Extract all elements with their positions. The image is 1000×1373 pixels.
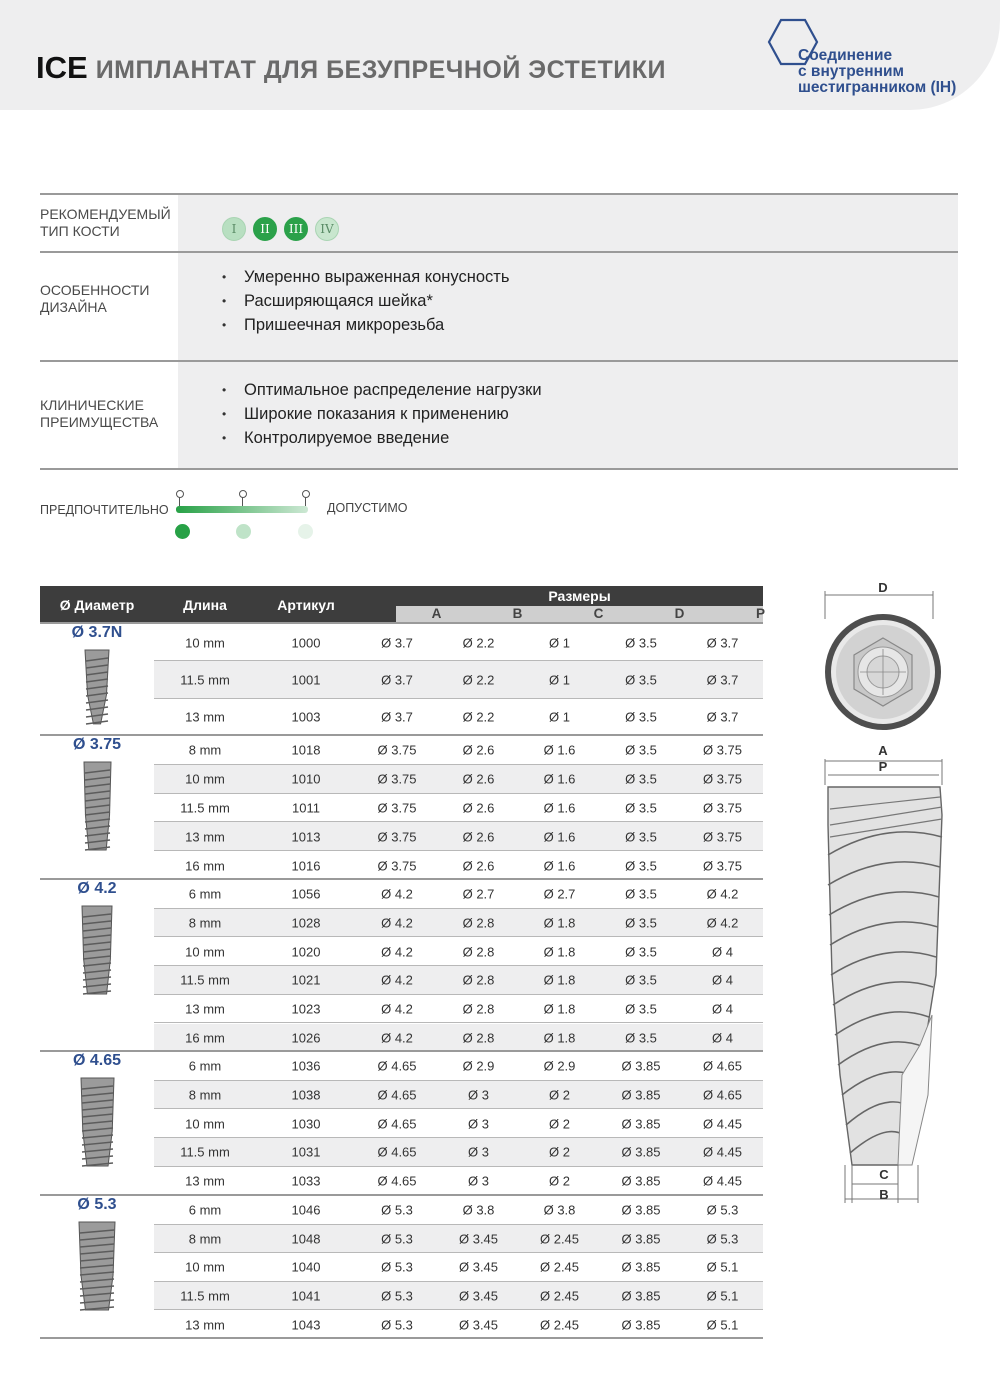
table-cell: Ø 4 — [712, 1030, 733, 1046]
header-article: Артикул — [277, 597, 335, 613]
table-cell: Ø 3.7 — [381, 672, 413, 688]
bone-type-content — [178, 195, 958, 251]
bone-type-badge: III — [284, 217, 308, 241]
table-cell: Ø 3.5 — [625, 972, 657, 988]
table-cell: 1016 — [291, 858, 321, 874]
table-row — [154, 661, 763, 698]
table-cell: Ø 2.45 — [539, 1317, 580, 1333]
table-cell: Ø 2.7 — [543, 886, 576, 902]
table-cell: 1021 — [291, 972, 321, 988]
table-row — [154, 966, 763, 995]
table-cell: Ø 3.85 — [621, 1317, 661, 1333]
table-cell: Ø 4.2 — [381, 944, 413, 960]
table-cell: Ø 2 — [549, 1116, 570, 1132]
table-row — [154, 995, 763, 1024]
table-cell: 1011 — [292, 800, 320, 816]
table-cell: Ø 3.75 — [377, 858, 417, 874]
table-cell: Ø 1 — [549, 709, 570, 725]
table-cell: 1023 — [291, 1001, 321, 1017]
table-cell: Ø 3.7 — [706, 672, 739, 688]
table-cell: Ø 5.3 — [381, 1288, 413, 1304]
implant-icon — [79, 1076, 116, 1168]
table-cell: 13 mm — [185, 1173, 225, 1189]
table-cell: Ø 5.3 — [706, 1231, 739, 1247]
table-cell: Ø 2.2 — [462, 709, 495, 725]
table-cell: Ø 3.5 — [625, 886, 657, 902]
table-cell: 13 mm — [185, 1317, 225, 1333]
table-cell: Ø 1.6 — [543, 858, 576, 874]
table-cell: Ø 3.75 — [702, 771, 743, 787]
bone-type-circles — [222, 217, 339, 241]
design-row — [40, 251, 958, 360]
legend-dot — [175, 524, 190, 539]
design-content — [178, 253, 958, 360]
table-cell: 1030 — [291, 1116, 321, 1132]
table-cell: Ø 5.1 — [706, 1317, 739, 1333]
table-cell: Ø 2.9 — [543, 1058, 576, 1074]
table-bottom-line — [40, 1337, 763, 1339]
table-cell: 1036 — [291, 1058, 321, 1074]
table-cell: Ø 1.6 — [543, 829, 576, 845]
diameter-group-label: Ø 4.2 — [77, 880, 117, 897]
info-table — [40, 193, 958, 470]
table-cell: Ø 2 — [549, 1173, 570, 1189]
table-cell: Ø 2.8 — [462, 972, 495, 988]
clinical-content — [178, 362, 958, 468]
clinical-item: • Оптимальное распределение нагрузки — [222, 378, 542, 402]
diameter-group-label: Ø 3.75 — [72, 736, 122, 753]
table-cell: 11.5 mm — [180, 672, 230, 688]
table-row — [154, 624, 763, 661]
table-cell: Ø 1 — [549, 672, 570, 688]
table-cell: Ø 1.8 — [543, 1030, 576, 1046]
table-cell: Ø 4 — [712, 944, 733, 960]
table-cell: Ø 3.45 — [458, 1259, 499, 1275]
header-col-b: B — [512, 606, 523, 621]
page-title — [36, 50, 666, 86]
bone-type-badge: II — [253, 217, 277, 241]
table-cell: Ø 2.8 — [462, 1001, 495, 1017]
implant-top-view — [825, 591, 941, 730]
page-subtitle: ИМПЛАНТАТ ДЛЯ БЕЗУПРЕЧНОЙ ЭСТЕТИКИ — [95, 56, 666, 84]
table-row — [154, 1081, 763, 1110]
table-cell: Ø 3 — [468, 1173, 489, 1189]
bone-type-label — [40, 206, 178, 240]
table-cell: Ø 1.6 — [543, 742, 576, 758]
clinical-label-line: ПРЕИМУЩЕСТВА — [40, 414, 159, 430]
clinical-list — [222, 378, 542, 450]
table-cell: 11.5 mm — [180, 972, 230, 988]
table-cell: Ø 3.75 — [377, 829, 417, 845]
table-cell: 1038 — [291, 1087, 321, 1103]
header-sizes: Размеры — [548, 588, 611, 604]
diagram-label-p: P — [878, 759, 888, 774]
table-cell: Ø 4.2 — [706, 886, 739, 902]
table-cell: 10 mm — [185, 635, 225, 651]
table-cell: Ø 4.2 — [381, 886, 413, 902]
header-col-d: D — [674, 606, 685, 621]
table-cell: 1048 — [291, 1231, 321, 1247]
design-label — [40, 282, 178, 316]
table-cell: Ø 4.2 — [381, 1001, 413, 1017]
table-cell: Ø 3.5 — [625, 771, 657, 787]
table-cell: 10 mm — [185, 1116, 225, 1132]
sizes-subheader — [396, 606, 763, 622]
table-cell: Ø 3.75 — [377, 771, 417, 787]
header-col-a: A — [431, 606, 442, 621]
table-cell: 1033 — [291, 1173, 321, 1189]
table-cell: Ø 3.7 — [706, 635, 739, 651]
legend-pin-icon — [239, 490, 247, 506]
table-cell: 11.5 mm — [180, 800, 230, 816]
table-cell: Ø 4 — [712, 972, 733, 988]
table-row — [154, 851, 763, 880]
brand-name: ICE — [36, 50, 88, 85]
table-cell: 6 mm — [188, 1202, 222, 1218]
design-item: • Расширяющаяся шейка* — [222, 289, 509, 313]
implant-icon — [77, 1220, 117, 1312]
table-cell: 1041 — [291, 1288, 321, 1304]
diameter-group-label: Ø 4.65 — [72, 1052, 122, 1069]
table-cell: 1026 — [291, 1030, 321, 1046]
table-cell: Ø 3.5 — [625, 672, 657, 688]
design-item: • Умеренно выраженная конусность — [222, 265, 509, 289]
table-cell: 6 mm — [188, 1058, 222, 1074]
table-cell: Ø 3.45 — [458, 1288, 499, 1304]
table-cell: Ø 4.2 — [381, 915, 413, 931]
legend-gradient-bar — [176, 506, 308, 513]
table-row — [154, 937, 763, 966]
table-cell: 6 mm — [188, 886, 222, 902]
table-cell: 1003 — [291, 709, 321, 725]
table-cell: 1020 — [291, 944, 321, 960]
table-cell: Ø 3.75 — [702, 829, 743, 845]
table-cell: Ø 3.5 — [625, 1030, 657, 1046]
table-cell: Ø 2.6 — [462, 771, 495, 787]
table-cell: Ø 5.1 — [706, 1288, 739, 1304]
table-cell: 10 mm — [185, 1259, 225, 1275]
diagram-label-c: C — [879, 1167, 889, 1182]
table-cell: 16 mm — [185, 1030, 225, 1046]
table-cell: Ø 3.45 — [458, 1317, 499, 1333]
implant-diagram — [800, 575, 980, 1215]
table-cell: Ø 2 — [549, 1087, 570, 1103]
table-cell: Ø 2.7 — [462, 886, 495, 902]
table-cell: Ø 4.45 — [702, 1173, 743, 1189]
table-cell: Ø 3 — [468, 1087, 489, 1103]
diagram-label-d: D — [878, 580, 888, 595]
table-cell: Ø 4 — [712, 1001, 733, 1017]
bone-type-label-line: ТИП КОСТИ — [40, 223, 120, 239]
diameter-group-label: Ø 5.3 — [77, 1196, 117, 1213]
table-cell: Ø 1 — [549, 635, 570, 651]
table-cell: Ø 4.65 — [702, 1058, 743, 1074]
table-cell: 1000 — [291, 635, 321, 651]
connection-type — [798, 48, 956, 96]
table-cell: 10 mm — [185, 771, 225, 787]
table-cell: 8 mm — [188, 915, 222, 931]
table-cell: Ø 4.2 — [381, 972, 413, 988]
table-cell: 13 mm — [185, 829, 225, 845]
table-cell: Ø 3.85 — [621, 1144, 661, 1160]
table-cell: Ø 3.85 — [621, 1116, 661, 1132]
table-cell: 1001 — [291, 672, 321, 688]
table-cell: Ø 4.2 — [381, 1030, 413, 1046]
table-cell: 1040 — [291, 1259, 321, 1275]
design-item: • Пришеечная микрорезьба — [222, 313, 509, 337]
table-cell: Ø 3.7 — [381, 635, 413, 651]
table-cell: 8 mm — [188, 742, 222, 758]
table-cell: Ø 2 — [549, 1144, 570, 1160]
table-row — [154, 699, 763, 736]
table-cell: Ø 3.75 — [377, 742, 417, 758]
table-cell: Ø 3 — [468, 1144, 489, 1160]
table-cell: Ø 3.8 — [462, 1202, 495, 1218]
table-cell: Ø 2.45 — [539, 1231, 580, 1247]
table-cell: Ø 2.2 — [462, 635, 495, 651]
table-cell: 1056 — [291, 886, 321, 902]
table-cell: Ø 4.45 — [702, 1144, 743, 1160]
table-cell: Ø 1.8 — [543, 915, 576, 931]
table-cell: 11.5 mm — [180, 1288, 230, 1304]
table-row — [154, 1196, 763, 1225]
table-cell: Ø 3.5 — [625, 742, 657, 758]
table-cell: Ø 4.2 — [706, 915, 739, 931]
table-row — [154, 1282, 763, 1311]
table-cell: Ø 3.5 — [625, 800, 657, 816]
table-cell: 1043 — [291, 1317, 321, 1333]
table-row — [154, 765, 763, 794]
table-cell: 10 mm — [185, 944, 225, 960]
table-cell: Ø 3.75 — [702, 858, 743, 874]
connection-line-1: Соединение — [798, 47, 893, 64]
table-cell: Ø 4.65 — [377, 1058, 417, 1074]
header-col-c: C — [593, 606, 604, 621]
table-cell: Ø 4.65 — [377, 1116, 417, 1132]
table-cell: 1010 — [291, 771, 321, 787]
table-cell: Ø 3.85 — [621, 1202, 661, 1218]
table-cell: Ø 5.3 — [381, 1317, 413, 1333]
clinical-label-line: КЛИНИЧЕСКИЕ — [40, 397, 144, 413]
legend-dot — [298, 524, 313, 539]
table-cell: Ø 3.5 — [625, 635, 657, 651]
table-cell: Ø 3.5 — [625, 858, 657, 874]
table-cell: Ø 1.6 — [543, 800, 576, 816]
table-cell: Ø 2.6 — [462, 858, 495, 874]
table-cell: Ø 3.85 — [621, 1058, 661, 1074]
table-cell: 1031 — [291, 1144, 321, 1160]
table-cell: Ø 3.85 — [621, 1259, 661, 1275]
clinical-label — [40, 397, 178, 431]
table-cell: Ø 2.45 — [539, 1259, 580, 1275]
table-row — [154, 909, 763, 938]
legend-acceptable-label: ДОПУСТИМО — [327, 501, 408, 515]
table-row — [154, 1310, 763, 1339]
table-cell: 13 mm — [185, 709, 225, 725]
table-cell: Ø 1.8 — [543, 1001, 576, 1017]
clinical-row — [40, 360, 958, 470]
table-cell: Ø 2.8 — [462, 915, 495, 931]
table-cell: Ø 3.7 — [706, 709, 739, 725]
table-cell: Ø 2.8 — [462, 944, 495, 960]
table-cell: Ø 4.65 — [377, 1144, 417, 1160]
table-cell: Ø 2.8 — [462, 1030, 495, 1046]
table-cell: 8 mm — [188, 1231, 222, 1247]
connection-line-2: с внутренним — [798, 63, 905, 80]
table-cell: Ø 1.8 — [543, 972, 576, 988]
table-cell: Ø 4.65 — [377, 1173, 417, 1189]
header-diameter: Ø Диаметр — [59, 597, 135, 613]
design-label-line: ОСОБЕННОСТИ — [40, 282, 150, 298]
legend-pin-icon — [176, 490, 184, 506]
table-cell: Ø 5.3 — [381, 1259, 413, 1275]
legend-dot — [236, 524, 251, 539]
table-cell: Ø 3 — [468, 1116, 489, 1132]
implant-icon — [82, 760, 113, 852]
table-cell: Ø 5.1 — [706, 1259, 739, 1275]
diagram-label-a: A — [878, 743, 888, 758]
table-row — [154, 1225, 763, 1254]
clinical-item: • Широкие показания к применению — [222, 402, 542, 426]
table-cell: Ø 3.5 — [625, 709, 657, 725]
table-row — [154, 736, 763, 765]
diagram-label-b: B — [879, 1187, 889, 1202]
table-row — [154, 1024, 763, 1053]
design-label-line: ДИЗАЙНА — [40, 299, 107, 315]
table-cell: 1046 — [291, 1202, 321, 1218]
table-row — [154, 1253, 763, 1282]
table-cell: Ø 3.5 — [625, 1001, 657, 1017]
table-cell: Ø 5.3 — [381, 1231, 413, 1247]
table-cell: Ø 4.65 — [377, 1087, 417, 1103]
implant-side-view — [825, 759, 942, 1203]
table-cell: Ø 3.75 — [702, 742, 743, 758]
header-length: Длина — [183, 597, 227, 613]
table-cell: Ø 4.45 — [702, 1116, 743, 1132]
clinical-item: • Контролируемое введение — [222, 426, 542, 450]
design-list — [222, 265, 509, 337]
implant-icon — [83, 648, 111, 726]
table-row — [154, 822, 763, 851]
table-cell: 11.5 mm — [180, 1144, 230, 1160]
table-cell: Ø 3.45 — [458, 1231, 499, 1247]
table-row — [154, 1138, 763, 1167]
table-cell: Ø 3.75 — [377, 800, 417, 816]
bone-type-badge: IV — [315, 217, 339, 241]
table-row — [154, 880, 763, 909]
table-row — [154, 1109, 763, 1138]
table-cell: 13 mm — [185, 1001, 225, 1017]
table-row — [154, 1052, 763, 1081]
table-cell: Ø 3.5 — [625, 829, 657, 845]
table-cell: 1018 — [291, 742, 321, 758]
table-cell: Ø 5.3 — [381, 1202, 413, 1218]
table-cell: 1013 — [291, 829, 321, 845]
table-cell: Ø 2.6 — [462, 800, 495, 816]
table-cell: Ø 4.65 — [702, 1087, 743, 1103]
table-cell: Ø 2.6 — [462, 829, 495, 845]
bone-type-label-line: РЕКОМЕНДУЕМЫЙ — [40, 206, 171, 222]
table-cell: Ø 3.85 — [621, 1087, 661, 1103]
connection-line-3: шестигранником (IH) — [798, 79, 957, 96]
table-cell: Ø 3.85 — [621, 1288, 661, 1304]
table-row — [154, 794, 763, 823]
table-cell: 8 mm — [188, 1087, 222, 1103]
table-cell: 16 mm — [185, 858, 225, 874]
table-cell: Ø 2.6 — [462, 742, 495, 758]
diameter-group-label: Ø 3.7N — [71, 624, 123, 641]
table-cell: Ø 3.7 — [381, 709, 413, 725]
table-cell: Ø 2.2 — [462, 672, 495, 688]
table-cell: Ø 3.75 — [702, 800, 743, 816]
bone-type-row — [40, 193, 958, 251]
table-cell: Ø 2.45 — [539, 1288, 580, 1304]
table-header — [40, 586, 763, 622]
bone-type-badge: I — [222, 217, 246, 241]
legend-pin-icon — [302, 490, 310, 506]
table-row — [154, 1167, 763, 1196]
table-cell: Ø 3.8 — [543, 1202, 576, 1218]
legend-preferred-label: ПРЕДПОЧТИТЕЛЬНО — [40, 503, 169, 517]
table-cell: 1028 — [291, 915, 321, 931]
table-cell: Ø 5.3 — [706, 1202, 739, 1218]
table-cell: Ø 3.5 — [625, 944, 657, 960]
implant-icon — [80, 904, 114, 996]
table-cell: Ø 3.85 — [621, 1173, 661, 1189]
header-col-p: P — [755, 606, 765, 621]
table-cell: Ø 1.6 — [543, 771, 576, 787]
table-cell: Ø 3.5 — [625, 915, 657, 931]
table-cell: Ø 3.85 — [621, 1231, 661, 1247]
table-cell: Ø 1.8 — [543, 944, 576, 960]
table-cell: Ø 2.9 — [462, 1058, 495, 1074]
